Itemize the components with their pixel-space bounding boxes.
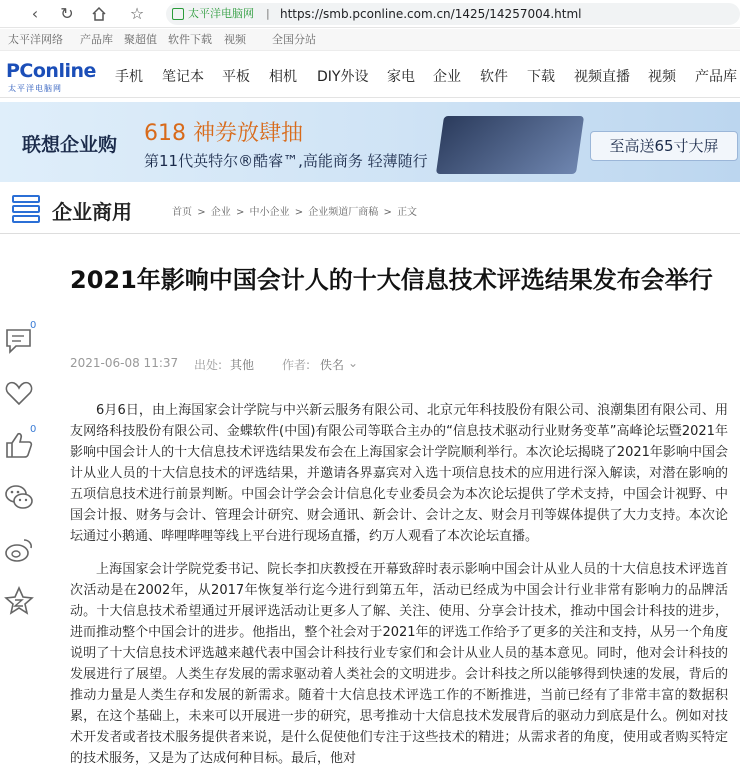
server-icon bbox=[12, 195, 40, 223]
breadcrumb-enterprise[interactable]: 企业 bbox=[210, 207, 231, 218]
article-date: 2021-06-08 11:37 bbox=[70, 356, 179, 370]
home-icon bbox=[91, 6, 107, 22]
nav-item-software[interactable]: 软件 bbox=[480, 69, 508, 85]
back-button[interactable] bbox=[24, 3, 46, 25]
channel-title: 企业商用 bbox=[52, 200, 132, 224]
chevron-down-icon[interactable]: ⌄ bbox=[348, 356, 359, 370]
toplink-pcgroup[interactable]: 太平洋网络 bbox=[8, 33, 63, 46]
banner-brand: 联想企业购 bbox=[22, 134, 118, 156]
site-favicon-icon bbox=[172, 8, 184, 20]
nav-item-tablet[interactable]: 平板 bbox=[222, 69, 250, 85]
breadcrumb-sep: > bbox=[197, 207, 206, 218]
top-links-bar bbox=[0, 29, 740, 51]
address-bar[interactable] bbox=[166, 3, 740, 25]
comment-button[interactable] bbox=[4, 320, 37, 358]
banner-promo: 618 神券放肆抽 bbox=[144, 121, 303, 146]
toplink-video[interactable]: 视频 bbox=[224, 33, 246, 46]
nav-item-live[interactable]: 视频直播 bbox=[574, 69, 630, 85]
toplink-software[interactable]: 软件下载 bbox=[168, 33, 212, 46]
reload-button[interactable] bbox=[56, 3, 78, 25]
logo-subtitle: 太平洋电脑网 bbox=[8, 84, 62, 93]
author-label: 作者: bbox=[282, 358, 311, 372]
breadcrumb-sep: > bbox=[235, 207, 245, 218]
source-label: 出处: bbox=[194, 358, 223, 372]
article-source: 其他 bbox=[230, 358, 255, 372]
site-tag: 太平洋电脑网 bbox=[188, 7, 254, 20]
reload-icon: ↻ bbox=[60, 4, 74, 23]
breadcrumb-sep: > bbox=[294, 207, 304, 218]
breadcrumb bbox=[172, 203, 419, 218]
wechat-share-button[interactable] bbox=[4, 482, 36, 514]
article-body bbox=[70, 400, 728, 781]
back-icon: ‹ bbox=[31, 4, 39, 23]
channel-header bbox=[0, 184, 740, 234]
toplink-regions[interactable]: 全国分站 bbox=[272, 33, 316, 46]
site-logo[interactable] bbox=[6, 60, 96, 93]
breadcrumb-current: 正文 bbox=[397, 207, 418, 218]
nav-item-productdb[interactable]: 产品库 bbox=[695, 69, 737, 85]
breadcrumb-vendor[interactable]: 企业频道厂商稿 bbox=[308, 207, 379, 218]
article-paragraph: 上海国家会计学院党委书记、院长李扣庆教授在开幕致辞时表示影响中国会计从业人员的十大信息技术评选首次活动是在2002年，从2017年恢复举行迄今进行到第五年，活动已经成为中国会计行业非常有影响力的品牌活动。十大信息技术希望通过开展评选活动让更多人了解、关注、使用、分享会计技术，推动中国会计科技的进步，进而推动整个中国会计的进步。他指出，整个社会对于2021年的评选工作给予了更多的关注和支持，从另一个角度说明了十大信息技术评选越来越代表中国会计科技行业专家们和会计从业人员的基本意见。同时，他对会计科技的发展进行了展望。人类生存发展的需求驱动着人类社会的文明进步。会计科技之所以能够得到快速的发展，背后的推动力量是人类生存和发展的新需求。随着十大信息技术评选工作的不断推进，当前已经有了非常丰富的数据积累，在这个基础上，未来可以开展进一步的研究，思考推动十大信息技术发展背后的驱动力到底是什么。例如对技术开发者或者技术服务提供者来说，是什么促使他们专注于这些技术的精进；从需求者的角度，使用或者购买特定的技术服务，又是为了达成何种目标。最后，他对 bbox=[70, 562, 728, 766]
nav-item-diy[interactable]: DIY外设 bbox=[317, 69, 369, 85]
ad-banner[interactable] bbox=[0, 102, 740, 182]
comment-count: 0 bbox=[30, 320, 37, 331]
heart-icon bbox=[4, 378, 34, 408]
star-share-icon bbox=[4, 586, 34, 616]
nav-item-appliance[interactable]: 家电 bbox=[387, 69, 415, 85]
banner-deal-badge: 至高送65寸大屏 bbox=[590, 131, 738, 161]
banner-laptop-image bbox=[436, 116, 584, 174]
toplink-products[interactable]: 产品库 bbox=[80, 33, 113, 46]
nav-item-phone[interactable]: 手机 bbox=[115, 69, 143, 85]
weibo-share-button[interactable] bbox=[4, 534, 36, 566]
nav-item-camera[interactable]: 相机 bbox=[269, 69, 297, 85]
article-author[interactable]: 佚名 bbox=[320, 358, 345, 372]
breadcrumb-sme[interactable]: 中小企业 bbox=[249, 207, 290, 218]
article-paragraph: 6月6日，由上海国家会计学院与中兴新云服务有限公司、北京元年科技股份有限公司、浪潮集团有限公司、用友网络科技股份有限公司、金蝶软件(中国)有限公司等联合主办的“信息技术驱动行业财务变革”高峰论坛暨2021年影响中国会计人的十大信息技术评选结果发布会在上海国家会计学院顺利举行。本次论坛揭晓了2021年影响中国会计从业人员的十大信息技术的评选结果，并邀请各界嘉宾对入选十项信息技术的应用进行深入解读，对潜在影响的五项信息技术进行前景判断。中国会计学会会计信息化专业委员会为本次论坛提供了学术支持，中国会计视野、中国会计报、财务与会计、管理会计研究、财会通讯、新会计、会计之友、财会月刊等媒体提供了大力支持。本次论坛通过小鹅通、哔哩哔哩等线上平台进行现场直播，约万人观看了本次论坛直播。 bbox=[70, 403, 728, 544]
like-count: 0 bbox=[30, 424, 37, 435]
nav-item-enterprise[interactable]: 企业 bbox=[433, 69, 461, 85]
nav-item-laptop[interactable]: 笔记本 bbox=[162, 69, 204, 85]
bookmark-button[interactable] bbox=[126, 3, 148, 25]
weibo-icon bbox=[4, 534, 34, 564]
nav-item-video[interactable]: 视频 bbox=[648, 69, 676, 85]
url-text: https://smb.pconline.com.cn/1425/14257004.html bbox=[280, 7, 582, 21]
separator-icon: | bbox=[266, 7, 270, 20]
qzone-share-button[interactable] bbox=[4, 586, 36, 618]
star-icon: ☆ bbox=[129, 4, 145, 23]
breadcrumb-home[interactable]: 首页 bbox=[172, 207, 192, 218]
main-nav bbox=[0, 52, 740, 98]
browser-toolbar bbox=[0, 0, 740, 28]
home-button[interactable] bbox=[88, 3, 110, 25]
breadcrumb-sep: > bbox=[383, 207, 392, 218]
article-title: 2021年影响中国会计人的十大信息技术评选结果发布会举行 bbox=[70, 266, 713, 294]
nav-item-download[interactable]: 下载 bbox=[527, 69, 555, 85]
banner-description: 第11代英特尔®酷睿™,高能商务 轻薄随行 bbox=[144, 152, 428, 170]
wechat-icon bbox=[4, 482, 34, 512]
toplink-deals[interactable]: 聚超值 bbox=[124, 33, 157, 46]
favorite-button[interactable] bbox=[4, 378, 36, 410]
like-button[interactable] bbox=[4, 424, 37, 462]
logo-text: PConline bbox=[6, 60, 96, 82]
